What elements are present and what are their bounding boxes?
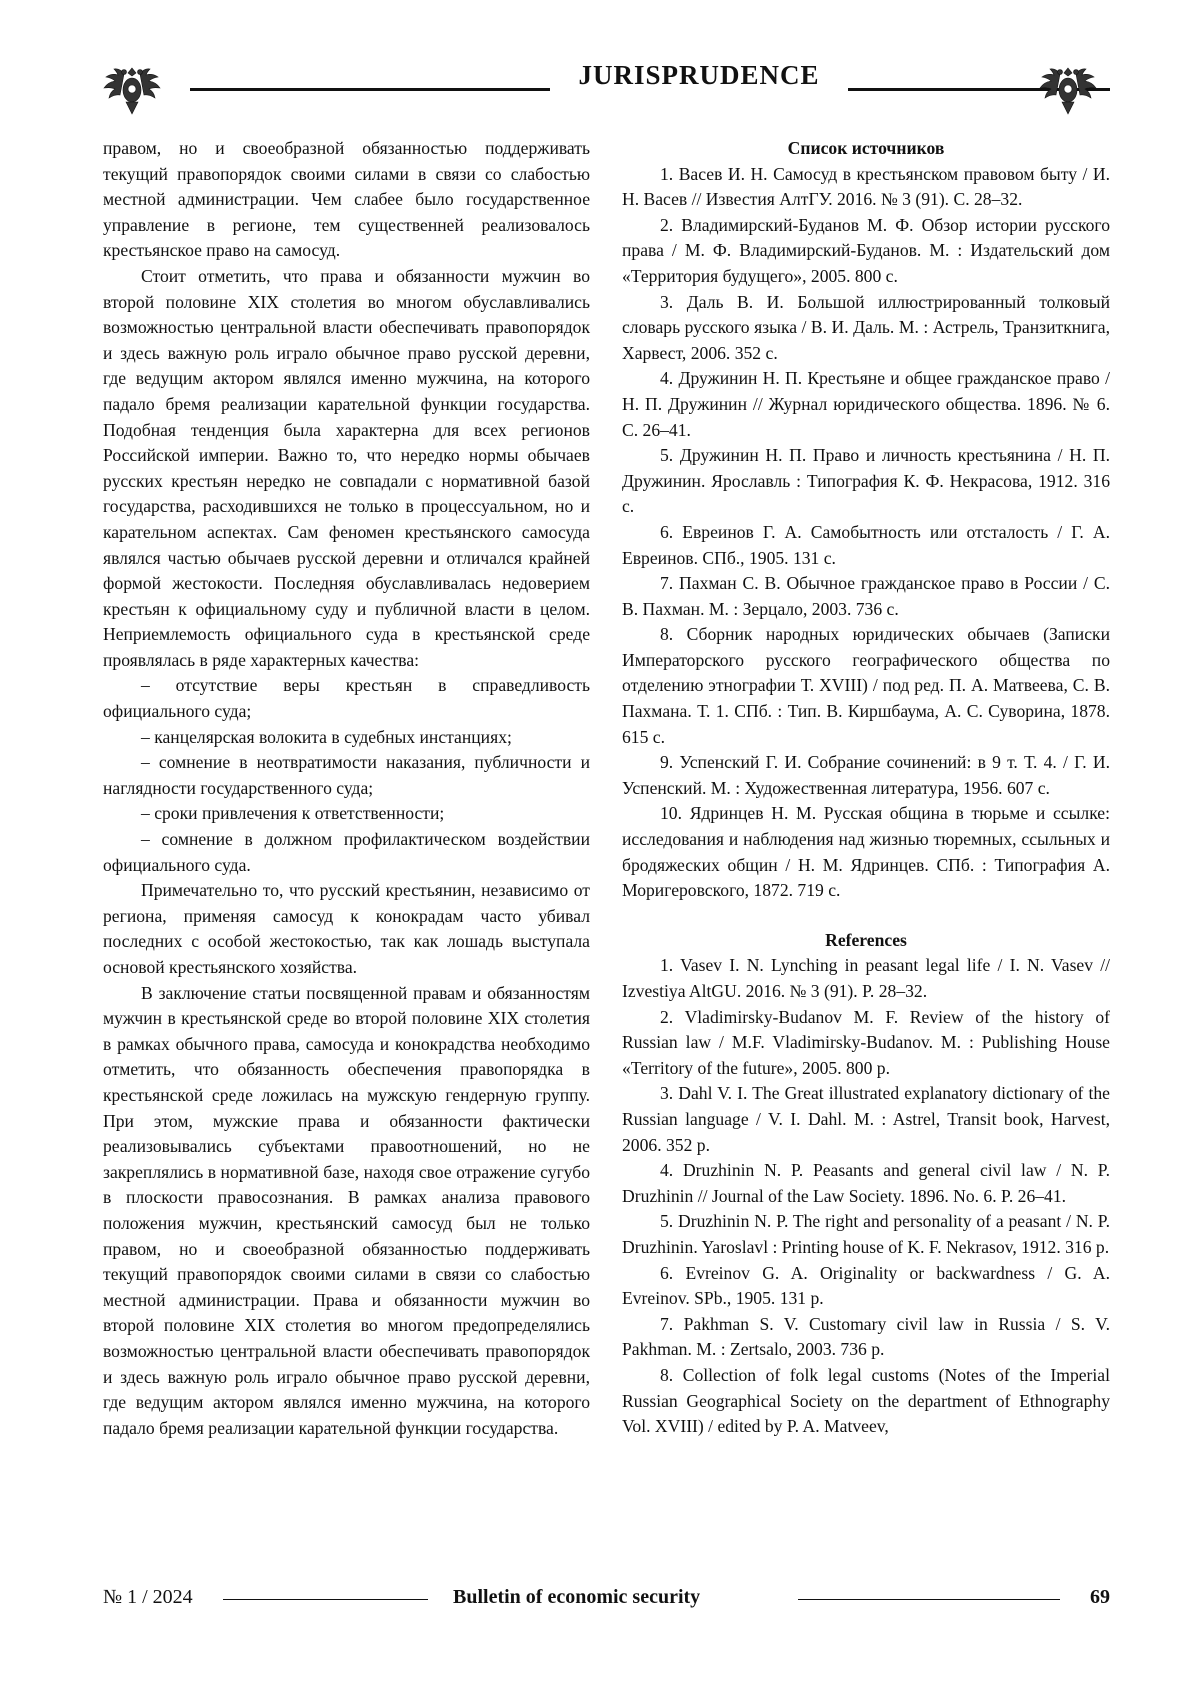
source-item: 2. Владимирский-Буданов М. Ф. Обзор истории русского права / М. Ф. Владимирский-Буданов. М. : Издательский дом «Территория будущего», 2005. 800 с.	[622, 214, 1110, 286]
issue-number: № 1 / 2024	[103, 1586, 193, 1608]
reference-item: 4. Druzhinin N. P. Peasants and general civil law / N. P. Druzhinin // Journal of the Law Society. 1896. No. 6. P. 26–41.	[622, 1160, 1110, 1206]
reference-item: 6. Evreinov G. A. Originality or backwardness / G. A. Evreinov. SPb., 1905. 131 p.	[622, 1262, 1110, 1309]
page-header	[100, 52, 1100, 122]
source-item: 1. Васев И. Н. Самосуд в крестьянском правовом быту / И. Н. Васев // Известия АлтГУ. 2016. № 3 (91). С. 28–32.	[622, 163, 1110, 210]
reference-item: 1. Vasev I. N. Lynching in peasant legal life / I. N. Vasev // Izvestiya AltGU. 2016. № 3 (91). P. 28–32.	[622, 955, 1110, 1001]
reference-item: 7. Pakhman S. V. Customary civil law in Russia / S. V. Pakhman. M. : Zertsalo, 2003. 736 p.	[622, 1313, 1110, 1360]
body-paragraph: Примечательно то, что русский крестьянин, независимо от региона, применяя самосуд к конокрадам часто убивал последних с особой жестокостью, так как лошадь выступала основой крестьянского хозяйства.	[103, 880, 590, 977]
reference-item: 8. Collection of folk legal customs (Notes of the Imperial Russian Geographical Society on the department of Ethnography Vol. XVIII) / edited by P. A. Matveev,	[622, 1364, 1110, 1437]
header-rule-left	[190, 88, 550, 91]
source-item: 3. Даль В. И. Большой иллюстрированный толковый словарь русского языка / В. И. Даль. М. : Астрель, Транзиткнига, Харвест, 2006. 352 с.	[622, 291, 1110, 363]
list-item: – отсутствие веры крестьян в справедливость официального суда;	[103, 675, 590, 722]
source-item: 10. Ядринцев Н. М. Русская община в тюрьме и ссылке: исследования и наблюдения над жизнью тюремных, ссыльных и бродяжеских общин / Н. М. Ядринцев. СПб. : Типография А. Моригеровского, 1872. 719 с.	[622, 803, 1110, 901]
article-body-column	[103, 136, 590, 1441]
references-heading: References	[825, 929, 907, 950]
source-item: 4. Дружинин Н. П. Крестьяне и общее гражданское право / Н. П. Дружинин // Журнал юридического общества. 1896. № 6. С. 26–41.	[622, 368, 1110, 440]
list-item: – сомнение в неотвратимости наказания, публичности и наглядности государственного суда;	[103, 752, 590, 798]
bibliography-column	[622, 136, 1110, 1440]
journal-section-title: JURISPRUDENCE	[578, 60, 820, 90]
source-item: 9. Успенский Г. И. Собрание сочинений: в 9 т. Т. 4. / Г. И. Успенский. М. : Художественная литература, 1956. 607 с.	[622, 752, 1110, 798]
body-paragraph: правом, но и своеобразной обязанностью поддерживать текущий правопорядок своими силами в связи со слабостью местной администрации. Чем слабее было государственное управление в регионе, тем существенней реализовалось крестьянское право на самосуд.	[103, 138, 590, 261]
list-item: – канцелярская волокита в судебных инстанциях;	[141, 726, 512, 747]
source-item: 6. Евреинов Г. А. Самобытность или отсталость / Г. А. Евреинов. СПб., 1905. 131 с.	[622, 521, 1110, 568]
footer-rule-left	[223, 1599, 428, 1600]
list-item: – сроки привлечения к ответственности;	[141, 803, 445, 824]
page-footer	[103, 1586, 1110, 1616]
eagle-emblem-icon	[100, 60, 164, 120]
reference-item: 2. Vladimirsky-Budanov M. F. Review of the history of Russian law / M.F. Vladimirsky-Budanov. M. : Publishing House «Territory of the future», 2005. 800 p.	[622, 1006, 1110, 1078]
list-item: – сомнение в должном профилактическом воздействии официального суда.	[103, 829, 590, 875]
page-number: 69	[1090, 1586, 1110, 1608]
footer-rule-right	[798, 1599, 1060, 1600]
body-paragraph: В заключение статьи посвященной правам и обязанностям мужчин в крестьянской среде во второй половине XIX столетия в рамках обычного права, самосуда и конокрадства необходимо отметить, что обязанность обеспечения правопорядка в крестьянской среде ложилась на мужскую гендерную группу. При этом, мужские права и обязанности фактически реализовывались субъектами правоотношений, но не закреплялись в нормативной базе, находя свое отражение сугубо в плоскости правосознания. В рамках анализа правового положения мужчин, крестьянский самосуд был не только правом, но и своеобразной обязанностью поддерживать текущий правопорядок своими силами в связи со слабостью местной администрации. Права и обязанности мужчин во второй половине XIX столетия во многом предопределялись возможностью центральной власти обеспечивать правопорядок и здесь важную роль играло обычное право русской деревни, где ведущим актором являлся именно мужчина, на которого падало бремя реализации карательной функции государства.	[103, 982, 590, 1438]
source-item: 8. Сборник народных юридических обычаев (Записки Императорского русского географического общества по отделению этнографии Т. XVIII) / под ред. П. А. Матвеева, С. В. Пахмана. Т. 1. СПб. : Тип. В. Киршбаума, А. С. Суворина, 1878. 615 с.	[622, 624, 1110, 747]
source-item: 7. Пахман С. В. Обычное гражданское право в России / С. В. Пахман. М. : Зерцало, 2003. 736 с.	[622, 573, 1110, 619]
body-paragraph: Стоит отметить, что права и обязанности мужчин во второй половине XIX столетия во многом обуславливались возможностью центральной власти обеспечивать правопорядок и здесь важную роль играло обычное право русской деревни, где ведущим актором являлся именно мужчина, на которого падало бремя реализации карательной функции государства. Подобная тенденция была характерна для всех регионов Российской империи. Важно то, что нередко нормы обычаев русских крестьян нередко не совпадали с нормативной базой государства, расходившихся не только в процессуальном, но и карательном аспектах. Сам феномен крестьянского самосуда являлся частью обычаев русской деревни и отличался крайней формой жестокости. Последняя обуславливалась недоверием крестьян к официальному суду и публичной власти в целом. Неприемлемость официального суда в крестьянской среде проявлялась в ряде характерных качества:	[103, 265, 590, 670]
source-item: 5. Дружинин Н. П. Право и личность крестьянина / Н. П. Дружинин. Ярославль : Типография К. Ф. Некрасова, 1912. 316 с.	[622, 445, 1110, 517]
reference-item: 5. Druzhinin N. P. The right and personality of a peasant / N. P. Druzhinin. Yaroslavl : Printing house of K. F. Nekrasov, 1912. 316 p.	[622, 1211, 1110, 1257]
sources-heading: Список источников	[787, 138, 945, 158]
reference-item: 3. Dahl V. I. The Great illustrated explanatory dictionary of the Russian language / V. I. Dahl. M. : Astrel, Transit book, Harvest, 2006. 352 p.	[622, 1083, 1110, 1155]
journal-name: Bulletin of economic security	[453, 1586, 701, 1608]
eagle-emblem-icon	[1036, 60, 1100, 120]
